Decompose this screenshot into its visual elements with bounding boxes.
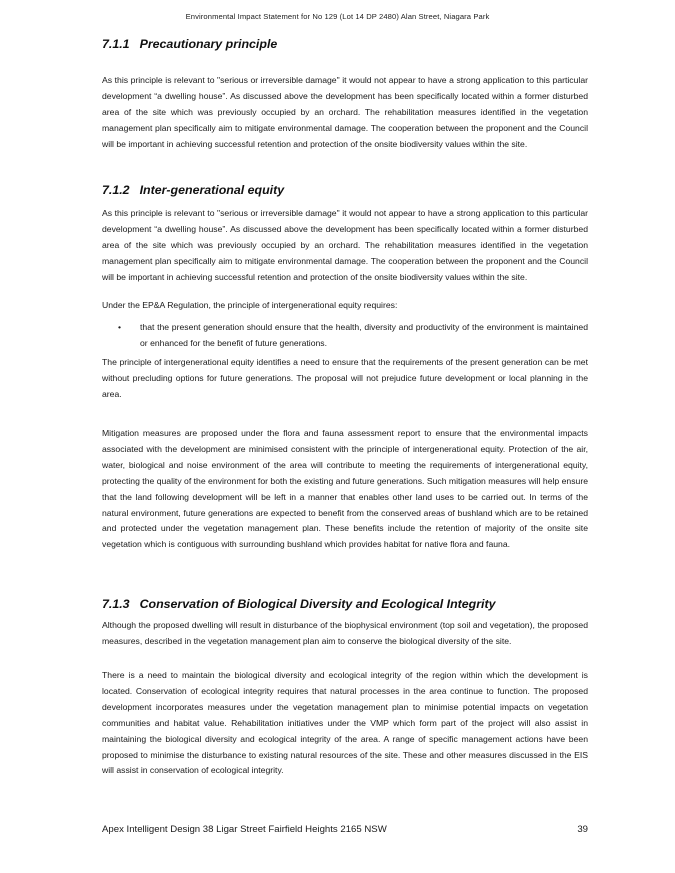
- bullet-text: that the present generation should ensure that the health, diversity and productivity of the environment is maintained or enhanced for the benefit of future generations.: [140, 322, 588, 348]
- running-header: Environmental Impact Statement for No 129 (Lot 14 DP 2480) Alan Street, Niagara Park: [185, 12, 490, 21]
- section-number: 7.1.1: [102, 37, 130, 51]
- page-number: 39: [577, 824, 588, 835]
- section-number: 7.1.2: [102, 183, 130, 197]
- paragraph-intergen-3: The principle of intergenerational equity identifies a need to ensure that the requirements of the present generation can be met without precluding options for future generations. The proposal will not prejudice future development or local planning in the area.: [102, 357, 588, 399]
- paragraph-intergen-2: Under the EP&A Regulation, the principle of intergenerational equity requires:: [102, 300, 398, 310]
- section-title: Precautionary principle: [139, 37, 278, 51]
- section-number: 7.1.3: [102, 597, 130, 611]
- paragraph-conservation-2: There is a need to maintain the biological diversity and ecological integrity of the region within which the development is located. Conservation of ecological integrity requires that natural processes in the area continue to function. The proposed development incorporates measures under the vegetation management plan to minimise potential impacts on vegetation communities and habitat value. Rehabilitation initiatives under the VMP which form part of the project will also assist in maintaining the biological diversity and ecological integrity of the area. A range of specific management actions have been proposed to minimise the disturbance to existing natural resources of the site. These and other measures discussed in the EIS will assist in conservation of ecological integrity.: [102, 670, 588, 776]
- paragraph-intergen-4: Mitigation measures are proposed under the flora and fauna assessment report to ensure that the environmental impacts associated with the development are minimised consistent with the principle of intergenerational equity. Protection of the air, water, biological and noise environment of the area will contribute to meeting the requirements of intergenerational equity, protecting the quality of the environment for both the existing and future generations. Such mitigation measures will help ensure that the land following development will be left in a manner that enables other land uses to be carried out. In terms of the natural environment, future generations are expected to benefit from the conserved areas of bushland which are to be retained and protected under the vegetation management plan. These benefits include the retention of majority of the onsite site vegetation which is contiguous with surrounding bushland which provides habitat for native flora and fauna.: [102, 428, 588, 550]
- section-heading-7-1-3: [102, 597, 496, 611]
- section-title: Inter-generational equity: [139, 183, 285, 197]
- section-heading-7-1-2: [102, 183, 284, 197]
- section-heading-7-1-1: [102, 37, 277, 51]
- paragraph-intergen-1: As this principle is relevant to "serious or irreversible damage" it would not appear to have a strong application to this particular development “a dwelling house”. As discussed above the development has been specifically located within a former disturbed area of the site which was previously occupied by an orchard. The rehabilitation measures identified in the vegetation management plan specifically aim to mitigate environmental damage. The cooperation between the proponent and the Council will be important in achieving successful retention and protection of the onsite biodiversity values within the site.: [102, 208, 588, 282]
- paragraph-precautionary: As this principle is relevant to "serious or irreversible damage" it would not appear to have a strong application to this particular development “a dwelling house”. As discussed above the development has been specifically located within a former disturbed area of the site which was previously occupied by an orchard. The rehabilitation measures identified in the vegetation management plan specifically aim to mitigate environmental damage. The cooperation between the proponent and the Council will be important in achieving successful retention and protection of the onsite biodiversity values within the site.: [102, 75, 588, 149]
- bullet-icon: •: [118, 322, 122, 332]
- bullet-list-item: [102, 320, 588, 352]
- section-title: Conservation of Biological Diversity and Ecological Integrity: [139, 597, 496, 611]
- paragraph-conservation-1: Although the proposed dwelling will result in disturbance of the biophysical environment (top soil and vegetation), the proposed measures, described in the vegetation management plan aim to conserve the biological diversity of the site.: [102, 620, 588, 646]
- footer-address: Apex Intelligent Design 38 Ligar Street Fairfield Heights 2165 NSW: [102, 824, 387, 835]
